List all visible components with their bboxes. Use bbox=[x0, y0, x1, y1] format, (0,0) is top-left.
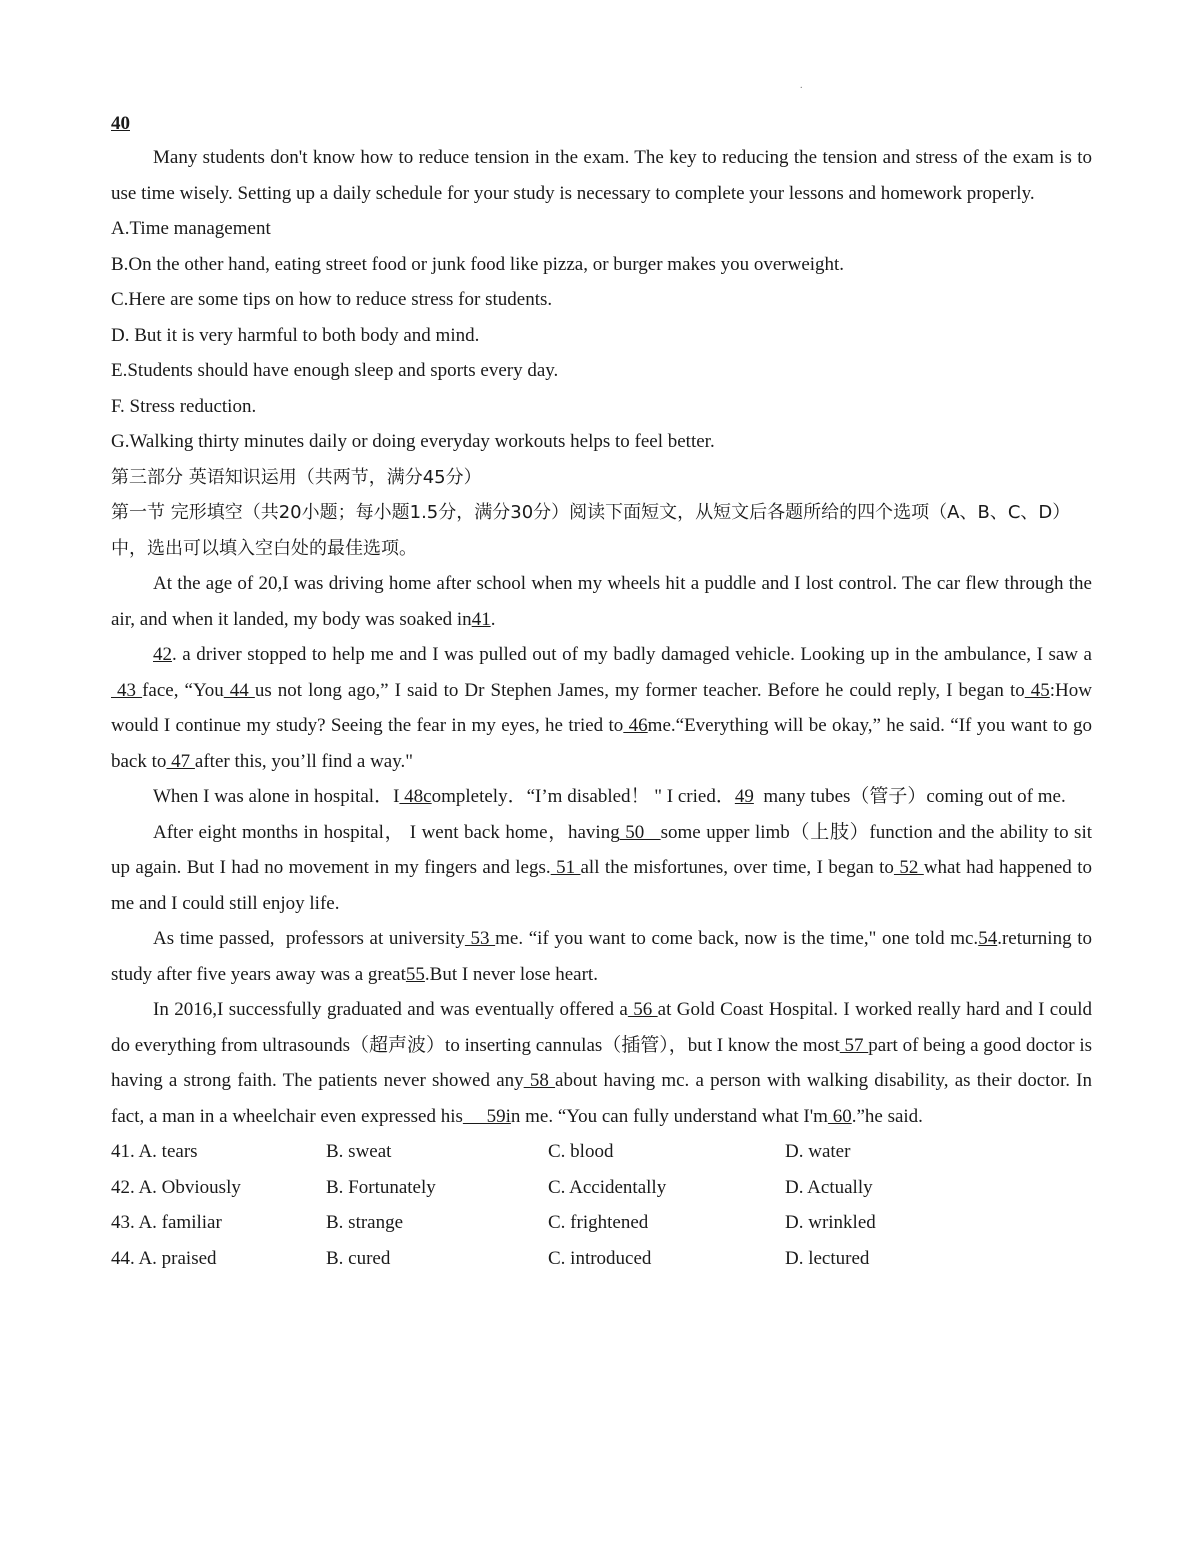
blank-56: 56 bbox=[627, 999, 658, 1020]
text: .returning to study after five years away was a great bbox=[111, 928, 1092, 985]
text: .”he said. bbox=[851, 1105, 923, 1127]
blank-48: 48c bbox=[399, 786, 432, 807]
blank-51: 51 bbox=[550, 857, 581, 878]
blank-60: 60 bbox=[827, 1105, 852, 1127]
answer-option-b: B. strange bbox=[326, 1212, 404, 1233]
answer-option-a: 41. A. tears bbox=[111, 1141, 198, 1162]
text: me. “if you want to come back, now is the time," one told mc. bbox=[495, 928, 979, 949]
option-a: A.Time management bbox=[111, 218, 271, 239]
text: .But I never lose heart. bbox=[424, 963, 598, 985]
text: me.“Everything will be okay,” he said. “If you want to go back to bbox=[111, 715, 1093, 772]
cloze-paragraph-3 bbox=[111, 779, 1092, 815]
cloze-paragraph-4 bbox=[111, 815, 1092, 922]
text: at Gold Coast Hospital. I worked really hard and I could do everything from ultrasounds（超声波）to inserting cannulas（插管），but I know the most bbox=[111, 999, 1093, 1056]
blank-50: 50 bbox=[619, 821, 661, 843]
passage-40: Many students don't know how to reduce tension in the exam. The key to reducing the tension and stress of the exam is to use time wisely. Setting up a daily schedule for your study is necessary to complete your lessons and homework properly. bbox=[111, 147, 1092, 204]
answer-option-c: C. frightened bbox=[548, 1212, 649, 1233]
text: ompletely．“I’m disabled！ " I cried． bbox=[431, 786, 735, 807]
blank-44: 44 bbox=[223, 679, 255, 701]
text: some upper limb（上肢）function and the ability to sit up again. But I had no movement in my fingers and legs. bbox=[111, 821, 1093, 878]
text: all the misfortunes, over time, I began to bbox=[580, 857, 894, 878]
blank-57: 57 bbox=[839, 1034, 869, 1056]
answer-option-b: B. Fortunately bbox=[326, 1176, 436, 1198]
text: :How would I continue my study? Seeing the fear in my eyes, he tried to bbox=[111, 679, 1093, 736]
answer-row-44 bbox=[111, 1241, 1092, 1277]
text: n me. “You can fully understand what I'm bbox=[510, 1105, 828, 1127]
blank-58: 58 bbox=[523, 1070, 556, 1091]
answer-option-a: 42. A. Obviously bbox=[111, 1176, 241, 1198]
cloze-paragraph-6 bbox=[111, 992, 1092, 1134]
text: As time passed, professors at university bbox=[153, 928, 465, 949]
text: about having mc. a person with walking disability, as their doctor. In fact, a man in a wheelchair even expressed his bbox=[111, 1070, 1092, 1127]
text: face, “You bbox=[142, 679, 224, 701]
blank-59: 59i bbox=[462, 1105, 511, 1127]
option-g: G.Walking thirty minutes daily or doing everyday workouts helps to feel better. bbox=[111, 431, 715, 452]
option-c: C.Here are some tips on how to reduce stress for students. bbox=[111, 289, 553, 310]
answer-option-b: B. sweat bbox=[326, 1141, 392, 1162]
option-f: F. Stress reduction. bbox=[111, 395, 257, 417]
answer-option-d: D. wrinkled bbox=[785, 1212, 876, 1233]
blank-55: 55 bbox=[405, 963, 425, 985]
blank-52: 52 bbox=[893, 857, 924, 878]
text: part of being a good doctor is having a strong faith. The patients never showed any bbox=[111, 1034, 1093, 1091]
answer-option-b: B. cured bbox=[326, 1247, 391, 1269]
text: us not long ago,” I said to Dr Stephen James, my former teacher. Before he could reply, I began to bbox=[254, 679, 1025, 701]
blank-49: 49 bbox=[734, 786, 754, 807]
answer-option-d: D. water bbox=[785, 1141, 851, 1162]
exam-page bbox=[111, 108, 1092, 1276]
question-number: 40 bbox=[111, 113, 130, 134]
cloze-paragraph-5 bbox=[111, 921, 1092, 992]
text: what had happened to me and I could still enjoy life. bbox=[111, 857, 1093, 914]
option-d: D. But it is very harmful to both body and mind. bbox=[111, 324, 480, 346]
cloze-paragraph-1 bbox=[111, 566, 1092, 637]
blank-47: 47 bbox=[166, 750, 195, 772]
answer-option-a: 44. A. praised bbox=[111, 1247, 217, 1269]
text: After eight months in hospital， I went back home，having bbox=[153, 821, 620, 843]
text: . a driver stopped to help me and I was pulled out of my badly damaged vehicle. Looking up in the ambulance, I saw a bbox=[172, 644, 1092, 665]
blank-43: 43 bbox=[111, 679, 143, 701]
cloze-paragraph-2 bbox=[111, 637, 1092, 779]
blank-54: 54 bbox=[978, 928, 998, 949]
answer-option-d: D. Actually bbox=[785, 1176, 873, 1198]
section1-instruction: 第一节 完形填空（共20小题；每小题1.5分，满分30分）阅读下面短文，从短文后各题所给的四个选项（A、B、C、D）中，选出可以填入空白处的最佳选项。 bbox=[111, 502, 1071, 559]
blank-42: 42 bbox=[153, 644, 172, 665]
answer-row-41 bbox=[111, 1134, 1092, 1170]
option-b: B.On the other hand, eating street food or junk food like pizza, or burger makes you overweight. bbox=[111, 253, 845, 275]
header-dot: . bbox=[800, 80, 803, 91]
text: . bbox=[490, 608, 496, 630]
text: after this, you’ll find a way." bbox=[194, 750, 414, 772]
text: When I was alone in hospital．I bbox=[153, 786, 400, 807]
answer-option-d: D. lectured bbox=[785, 1247, 870, 1269]
answer-option-c: C. Accidentally bbox=[548, 1176, 667, 1198]
blank-53: 53 bbox=[464, 928, 496, 949]
answer-row-42 bbox=[111, 1170, 1092, 1206]
part3-title: 第三部分 英语知识运用（共两节，满分45分） bbox=[111, 466, 482, 488]
blank-46: 46 bbox=[623, 715, 648, 736]
text: In 2016,I successfully graduated and was eventually offered a bbox=[153, 999, 628, 1020]
text: many tubes（管子）coming out of me. bbox=[753, 786, 1066, 807]
blank-41: 41 bbox=[471, 608, 491, 630]
answer-option-c: C. blood bbox=[548, 1141, 614, 1162]
answer-option-a: 43. A. familiar bbox=[111, 1212, 222, 1233]
answer-row-43 bbox=[111, 1205, 1092, 1241]
option-e: E.Students should have enough sleep and sports every day. bbox=[111, 360, 559, 381]
answer-option-c: C. introduced bbox=[548, 1247, 652, 1269]
blank-45: 45 bbox=[1024, 679, 1050, 701]
answer-options bbox=[111, 1134, 1092, 1276]
text: At the age of 20,I was driving home after school when my wheels hit a puddle and I lost control. The car flew through the air, and when it landed, my body was soaked in bbox=[111, 573, 1092, 630]
